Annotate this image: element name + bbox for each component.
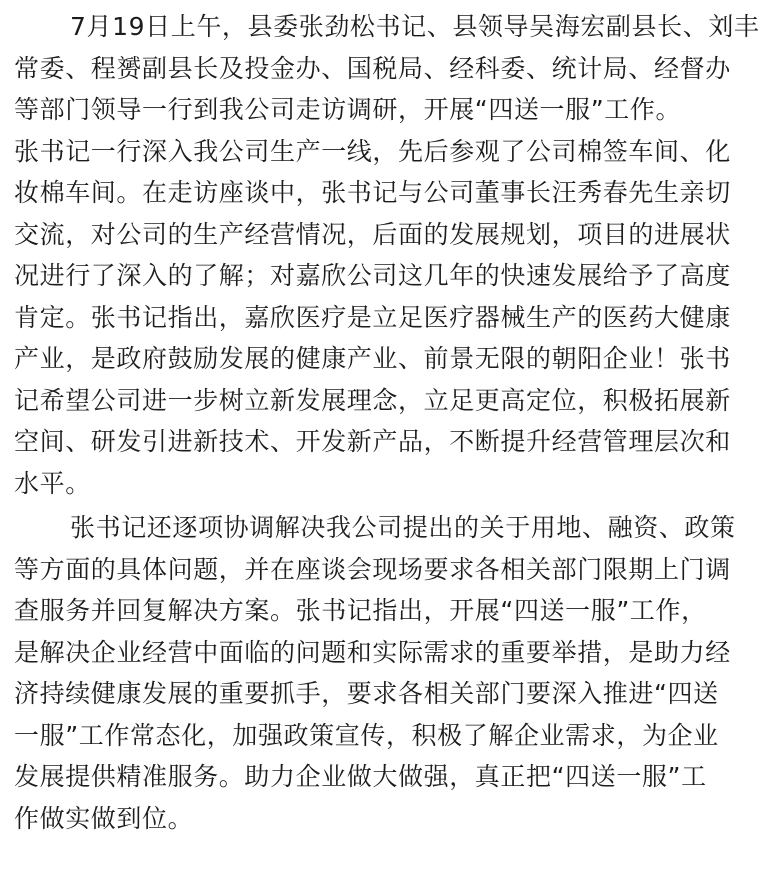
text-line: 等方面的具体问题，并在座谈会现场要求各相关部门限期上门调 [14,554,731,584]
text-line: 肯定。张书记指出，嘉欣医疗是立足医疗器械生产的医药大健康 [14,302,731,332]
text-line: 等部门领导一行到我公司走访调研，开展“四送一服”工作。 [14,95,682,124]
text-line: 一服”工作常态化，加强政策宣传，积极了解企业需求，为企业 [14,720,719,750]
text-line: 查服务并回复解决方案。张书记指出，开展“四送一服”工作， [14,596,707,625]
text-line: 交流，对公司的生产经营情况，后面的发展规划，项目的进展状 [14,219,731,249]
text-line: 产业，是政府鼓励发展的健康产业、前景无限的朝阳企业！张书 [14,344,731,373]
text-line: 常委、程赟副县长及投金办、国税局、经科委、统计局、经督办 [14,53,731,83]
text-line: 水平。 [14,468,91,498]
text-line: 张书记还逐项协调解决我公司提出的关于用地、融资、政策 [70,513,736,542]
text-line: 张书记一行深入我公司生产一线，先后参观了公司棉签车间、化 [14,136,731,166]
text-line: 济持续健康发展的重要抓手，要求各相关部门要深入推进“四送 [14,679,719,708]
paragraph-site-tour [14,131,750,505]
text-line: 7月19日上午，县委张劲松书记、县领导吴海宏副县长、刘丰 [70,12,760,41]
text-line: 空间、研发引进新技术、开发新产品，不断提升经营管理层次和 [14,427,731,456]
text-line: 况进行了深入的了解；对嘉欣公司这几年的快速发展给予了高度 [14,261,731,290]
text-line: 妆棉车间。在走访座谈中，张书记与公司董事长汪秀春先生亲切 [14,178,731,207]
text-line: 作做实做到位。 [14,803,194,833]
paragraph-visit-intro [14,6,760,131]
text-line: 是解决企业经营中面临的问题和实际需求的重要举措，是助力经 [14,637,731,667]
paragraph-problem-solving [14,507,750,839]
text-line: 记希望公司进一步树立新发展理念，立足更高定位，积极拓展新 [14,385,731,415]
text-line: 发展提供精准服务。助力企业做大做强，真正把“四送一服”工 [14,762,707,791]
